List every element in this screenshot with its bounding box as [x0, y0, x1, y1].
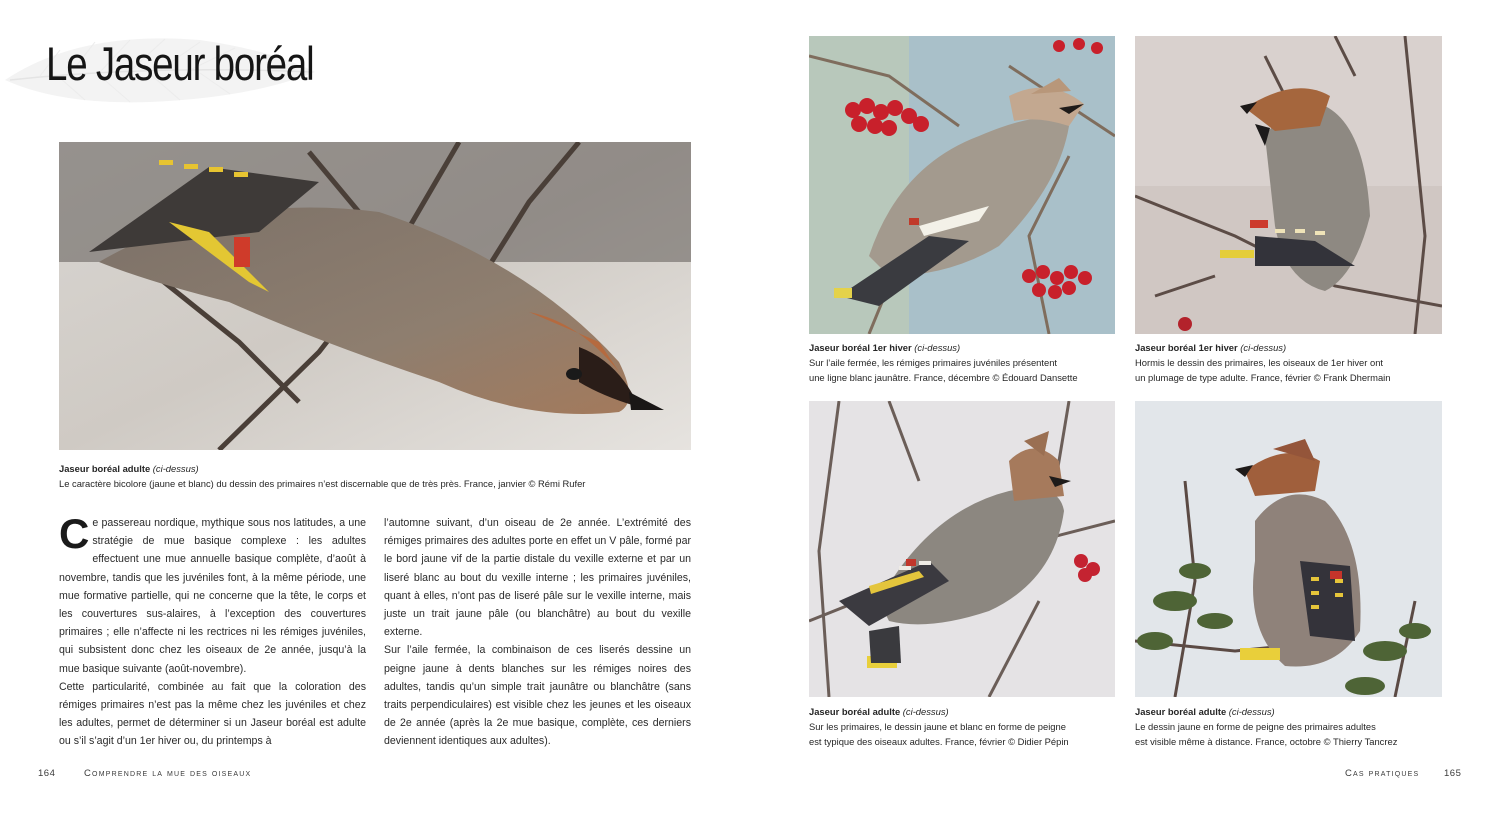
- caption-title: Jaseur boréal adulte: [59, 463, 151, 474]
- main-bird-photo: [59, 142, 691, 450]
- page-title: Le Jaseur boréal: [46, 37, 314, 90]
- adult-photo-2: [1135, 401, 1442, 697]
- caption-title: Jaseur boréal adulte: [1135, 706, 1227, 717]
- caption-title: Jaseur boréal 1er hiver: [1135, 342, 1238, 353]
- dropcap-letter: C: [59, 510, 90, 557]
- caption-text-line2: un plumage de type adulte. France, février © Frank Dhermain: [1135, 372, 1391, 383]
- paragraph-1: e passereau nordique, mythique sous nos latitudes, a une stratégie de mue basique complexe : les adultes effectuent une mue annuelle basique complète, d’août à novembre, tandis que les juvéniles font, à la même période, une mue formative partielle, qui ne concerne que la tête, le corps et les couvertures sus-alaires, à l’exception des couvertures primaires ; elle n’affecte ni les rectrices ni les rémiges juvéniles, qui subsistent donc chez les oiseaux de 2e année, jusqu’à la mue basique suivante (août-novembre).: [59, 517, 366, 675]
- paragraph-2: Cette particularité, combinée au fait que la coloration des rémiges primaires n’est pas la même chez les juvéniles et chez les adultes, permet de déterminer si un Jaseur boréal est adulte ou s’il s’agit d’un 1er hiver ou, du printemps à: [59, 680, 366, 748]
- body-column-1: [59, 510, 366, 751]
- caption-note: (ci-dessus): [914, 342, 961, 353]
- adult-photo-1: [809, 401, 1115, 697]
- right-page-number: 165: [1444, 768, 1462, 779]
- caption-text: Le caractère bicolore (jaune et blanc) du dessin des primaires n’est discernable que de très près. France, janvier © Rémi Rufer: [59, 478, 586, 489]
- main-photo-caption: [59, 461, 699, 491]
- caption-text-line2: est visible même à distance. France, octobre © Thierry Tancrez: [1135, 736, 1398, 747]
- left-running-title: Comprendre la mue des oiseaux: [84, 768, 252, 779]
- body-column-2: [384, 514, 691, 751]
- right-running-title: Cas pratiques: [1345, 768, 1420, 779]
- caption-text-line2: une ligne blanc jaunâtre. France, décembre © Édouard Dansette: [809, 372, 1078, 383]
- caption-text-line1: Sur l’aile fermée, les rémiges primaires juvéniles présentent: [809, 357, 1058, 368]
- adult-caption-2: [1135, 704, 1455, 749]
- adult-caption-1: [809, 704, 1124, 749]
- left-page-number: 164: [38, 768, 56, 779]
- caption-text-line2: est typique des oiseaux adultes. France, février © Didier Pépin: [809, 736, 1069, 747]
- caption-note: (ci-dessus): [902, 706, 949, 717]
- caption-note: (ci-dessus): [152, 463, 199, 474]
- caption-text-line1: Sur les primaires, le dessin jaune et blanc en forme de peigne: [809, 721, 1066, 732]
- caption-text-line1: Hormis le dessin des primaires, les oiseaux de 1er hiver ont: [1135, 357, 1384, 368]
- first-winter-caption-2: [1135, 340, 1455, 385]
- first-winter-photo-2: [1135, 36, 1442, 334]
- first-winter-photo-1: [809, 36, 1115, 334]
- caption-text-line1: Le dessin jaune en forme de peigne des primaires adultes: [1135, 721, 1376, 732]
- caption-note: (ci-dessus): [1228, 706, 1275, 717]
- caption-note: (ci-dessus): [1240, 342, 1287, 353]
- caption-title: Jaseur boréal adulte: [809, 706, 901, 717]
- paragraph-3: l’automne suivant, d’un oiseau de 2e année. L’extrémité des rémiges primaires des adultes porte en effet un V pâle, formé par le bord jaune vif de la partie distale du vexille externe et par un liseré blanc au bout du vexille interne ; les primaires juvéniles, quant à elles, n’ont pas de liseré pâle sur le vexille interne, mais juste un trait jaune pâle (ou blanchâtre) au bout du vexille externe.: [384, 517, 691, 639]
- first-winter-caption-1: [809, 340, 1124, 385]
- paragraph-4: Sur l’aile fermée, la combinaison de ces liserés dessine un peigne jaune à dents blanches sur les rémiges noires des adultes, tandis qu’un simple trait jaunâtre ou blanchâtre (sans traits perpendiculaires) est visible chez les jeunes et les oiseaux de 2e année (après la 2e mue basique, complète, ces derniers deviennent identiques aux adultes).: [384, 644, 691, 748]
- caption-title: Jaseur boréal 1er hiver: [809, 342, 912, 353]
